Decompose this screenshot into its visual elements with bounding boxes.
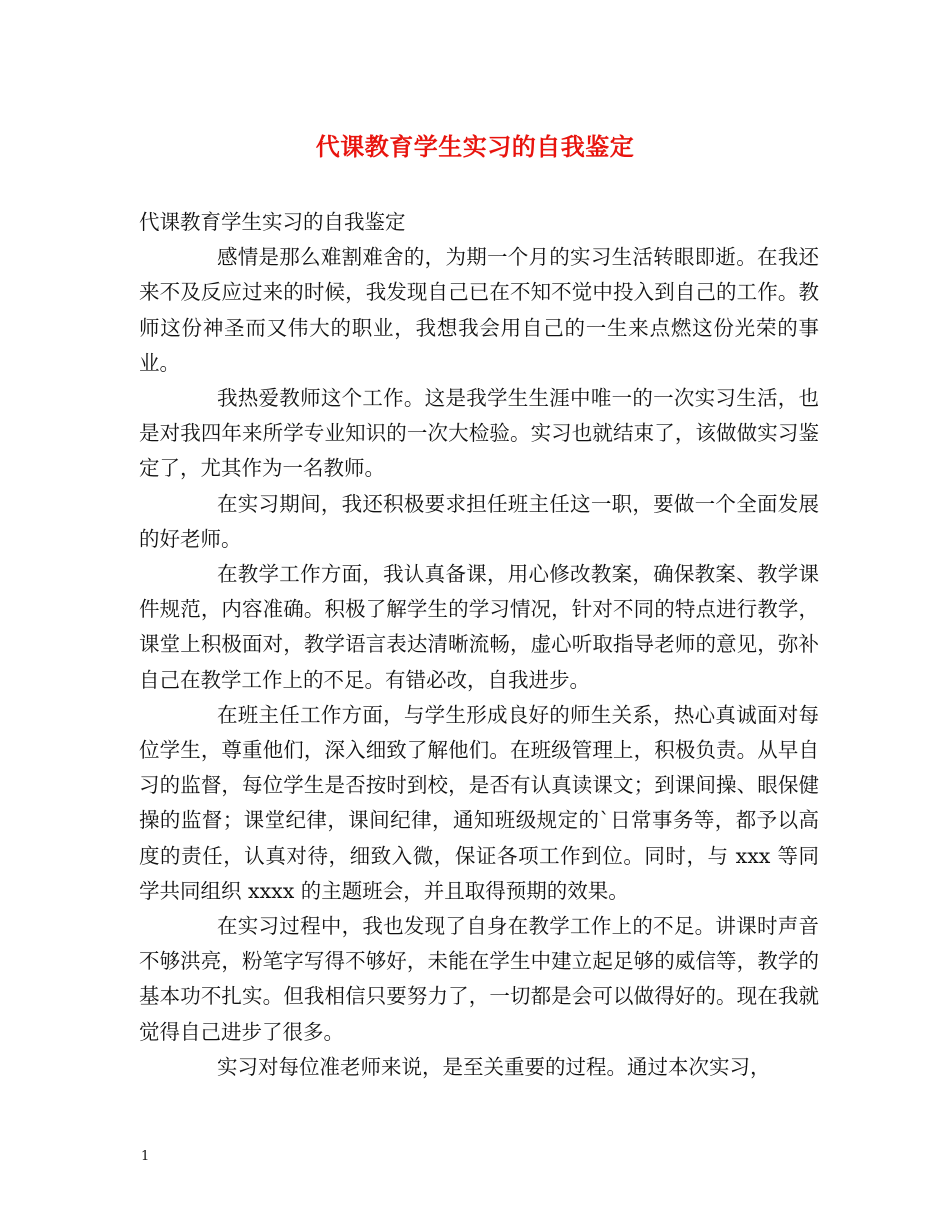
paragraph-1: 感情是那么难割难舍的，为期一个月的实习生活转眼即逝。在我还来不及反应过来的时候，我发现自己已在不知不觉中投入到自己的工作。教师这份神圣而又伟大的职业，我想我会用自己的一生来点燃这份光荣的事业。 [139,245,819,375]
document-body [139,205,819,1085]
paragraph-3: 在实习期间，我还积极要求担任班主任这一职，要做一个全面发展的好老师。 [139,491,819,551]
paragraph-4: 在教学工作方面，我认真备课，用心修改教案，确保教案、教学课件规范，内容准确。积极了解学生的学习情况，针对不同的特点进行教学，课堂上积极面对，教学语言表达清晰流畅，虚心听取指导老师的意见，弥补自己在教学工作上的不足。有错必改，自我进步。 [139,562,819,692]
document-title: 代课教育学生实习的自我鉴定 [315,132,635,161]
paragraph-7: 实习对每位准老师来说，是至关重要的过程。通过本次实习， [217,1054,771,1079]
paragraph-5: 在班主任工作方面，与学生形成良好的师生关系，热心真诚面对每位学生，尊重他们，深入细致了解他们。在班级管理上，积极负责。从早自习的监督，每位学生是否按时到校，是否有认真读课文；到课间操、眼保健操的监督；课堂纪律，课间纪律，通知班级规定的`日常事务等，都予以高度的责任，认真对待，细致入微，保证各项工作到位。同时，与 xxx 等同学共同组织 xxxx 的主题班会，并且取得预期的效果。 [139,702,819,903]
paragraph-6: 在实习过程中，我也发现了自身在教学工作上的不足。讲课时声音不够洪亮，粉笔字写得不够好，未能在学生中建立起足够的威信等，教学的基本功不扎实。但我相信只要努力了，一切都是会可以做得好的。现在我就觉得自己进步了很多。 [139,914,819,1044]
document-subtitle: 代课教育学生实习的自我鉴定 [139,210,406,234]
paragraph-2: 我热爱教师这个工作。这是我学生生涯中唯一的一次实习生活，也是对我四年来所学专业知识的一次大检验。实习也就结束了，该做做实习鉴定了，尤其作为一名教师。 [139,386,819,481]
page-number: 1 [141,1149,150,1164]
